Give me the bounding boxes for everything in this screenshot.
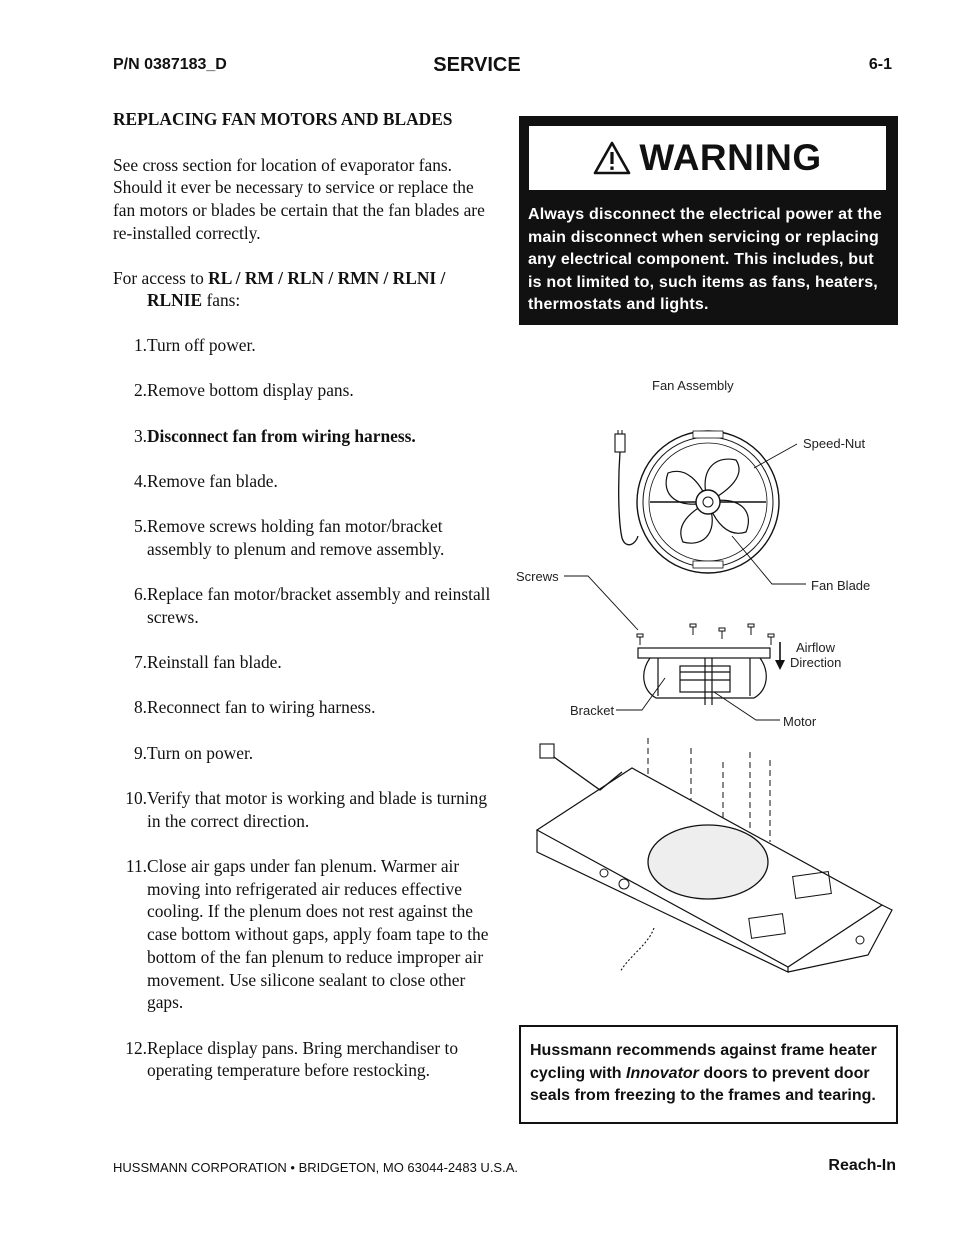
bracket-motor-drawing	[638, 648, 770, 705]
fan-assembly-diagram	[510, 360, 900, 980]
access-models: RL / RM / RLN / RMN / RLNI / RLNIE	[147, 267, 446, 311]
step-text: Reconnect fan to wiring harness.	[147, 697, 376, 718]
step-number: 10.	[125, 788, 147, 808]
step-item	[113, 651, 493, 674]
airflow-label: Airflow	[796, 640, 836, 655]
diagram-title: Fan Assembly	[652, 378, 734, 393]
step-number: 9.	[133, 742, 147, 763]
step-number: 11.	[125, 856, 147, 876]
bracket-label: Bracket	[570, 703, 615, 718]
part-number: P/N 0387183_D	[113, 56, 227, 73]
step-item	[113, 742, 493, 765]
warning-text: Always disconnect the electrical power at the main disconnect when servicing or replacing any electrical component. This includes, but is not limited to, such items as fans, heaters, thermostats and lights.	[528, 206, 882, 314]
speed-nut-label: Speed-Nut	[803, 436, 866, 451]
fan-ring-drawing	[615, 430, 779, 573]
step-item	[113, 1037, 493, 1082]
step-text: Disconnect fan from wiring harness.	[147, 425, 416, 446]
step-number: 8.	[133, 697, 147, 718]
section-title: SERVICE	[433, 54, 521, 76]
step-text: Reinstall fan blade.	[147, 652, 282, 673]
note-text-part1: Hussmann recommends against frame heater cycling with	[530, 1042, 877, 1082]
step-text: Remove fan blade.	[147, 470, 278, 491]
step-text: Close air gaps under fan plenum. Warmer air moving into refrigerated air reduces effective cooling. If the plenum does not rest against the case bottom without gaps, apply foam tape to the bottom of the fan plenum to reduce improper air movement. Use silicone sealant to close other gaps.	[147, 856, 489, 1013]
step-number: 2.	[133, 380, 147, 401]
step-item	[113, 583, 493, 628]
steps-list	[113, 334, 493, 1082]
step-number: 5.	[133, 516, 147, 537]
warning-header	[529, 126, 886, 190]
step-item	[113, 470, 493, 493]
step-number: 7.	[133, 652, 147, 673]
note-product-name: Innovator	[626, 1064, 699, 1082]
step-text: Turn off power.	[147, 334, 256, 355]
note-box	[519, 1025, 898, 1124]
intro-paragraph: See cross section for location of evaporator fans. Should it ever be necessary to service or replace the fan motors or blades be certain that the fan blades are re-installed correctly.	[113, 154, 485, 243]
motor-label: Motor	[783, 714, 817, 729]
step-number: 1.	[133, 334, 147, 355]
access-suffix: fans:	[202, 290, 241, 311]
note-text-part2: doors to prevent door seals from freezing to the frames and tearing.	[530, 1064, 876, 1105]
step-number: 4.	[133, 470, 147, 491]
step-number: 12.	[125, 1037, 147, 1058]
screws-label: Screws	[516, 569, 559, 584]
access-paragraph	[113, 267, 493, 312]
step-item	[113, 515, 493, 560]
step-number: 3.	[133, 425, 147, 446]
warning-title: WARNING	[639, 137, 822, 178]
step-number: 6.	[133, 584, 147, 605]
step-item	[113, 855, 493, 1014]
plenum-drawing	[537, 744, 892, 972]
step-item	[113, 787, 493, 832]
step-item	[113, 425, 493, 448]
step-item	[113, 334, 493, 357]
airflow-direction-label: Direction	[790, 655, 842, 670]
step-text: Remove screws holding fan motor/bracket assembly to plenum and remove assembly.	[147, 516, 445, 559]
step-item	[113, 696, 493, 719]
step-text: Remove bottom display pans.	[147, 380, 354, 401]
step-item	[113, 379, 493, 402]
page-number: 6-1	[868, 56, 892, 73]
procedure-title: REPLACING FAN MOTORS AND BLADES	[113, 109, 453, 129]
step-text: Replace display pans. Bring merchandiser to operating temperature before restocking.	[147, 1037, 459, 1081]
footer-product-line: Reach-In	[828, 1157, 896, 1174]
footer-address: HUSSMANN CORPORATION • BRIDGETON, MO 63044-2483 U.S.A.	[113, 1160, 518, 1175]
warning-box	[519, 116, 898, 325]
instructions-column	[113, 108, 493, 1105]
fan-blade-label: Fan Blade	[811, 578, 871, 593]
step-text: Verify that motor is working and blade is turning in the correct direction.	[147, 788, 488, 831]
step-text: Turn on power.	[147, 742, 254, 763]
access-prefix: For access to	[113, 267, 209, 288]
step-text: Replace fan motor/bracket assembly and reinstall screws.	[147, 584, 491, 627]
airflow-arrow-icon	[775, 642, 785, 670]
note-text	[530, 1040, 890, 1108]
warning-triangle-icon	[593, 141, 631, 175]
screws-drawing	[637, 624, 774, 645]
